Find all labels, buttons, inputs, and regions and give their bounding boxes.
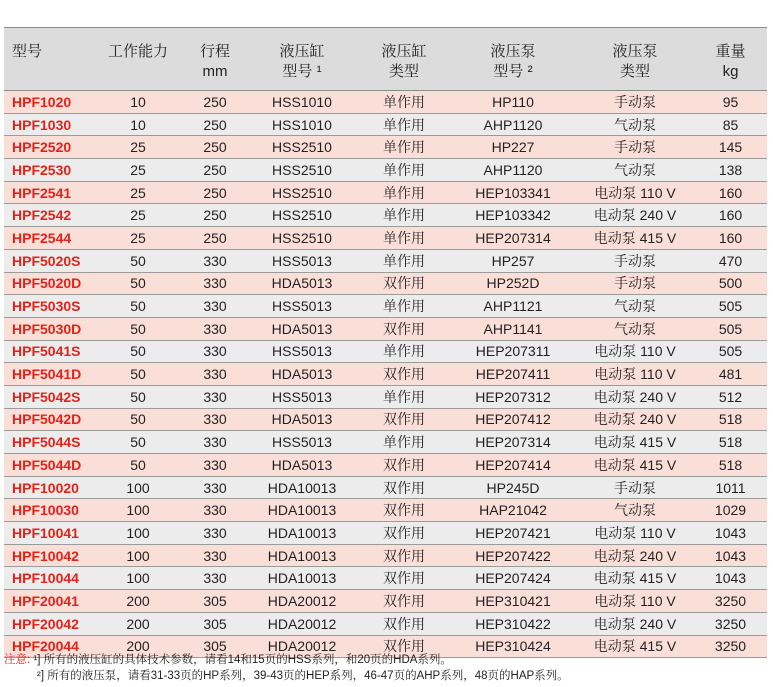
stroke-cell: 250 [184,113,246,136]
model-cell: HPF10044 [4,567,92,590]
table-row [4,476,767,499]
weight-cell: 505 [694,317,767,340]
pump-model-cell: HEP207422 [450,544,576,567]
model-cell: HPF20044 [4,635,92,658]
model-cell: HPF5041D [4,363,92,386]
stroke-cell: 330 [184,431,246,454]
cylinder-model-cell: HSS2510 [246,136,358,159]
model-cell: HPF20042 [4,612,92,635]
spec-table [4,27,767,658]
pump-model-cell: HEP207424 [450,567,576,590]
pump-model-cell: HEP207414 [450,454,576,477]
table-row [4,408,767,431]
footnote-line-1: 注意: ¹] 所有的液压缸的具体技术参数，请看14和15页的HSS系列，和20页的HDA系列。 [4,654,452,666]
capacity-cell: 50 [92,272,184,295]
model-cell: HPF2541 [4,181,92,204]
cylinder-type-cell: 单作用 [358,340,450,363]
table-row [4,431,767,454]
table-row [4,204,767,227]
weight-cell: 1029 [694,499,767,522]
table-header-row [4,28,767,91]
pump-model-cell: HEP310421 [450,590,576,613]
table-row [4,454,767,477]
cylinder-model-cell: HSS5013 [246,295,358,318]
model-cell: HPF5044S [4,431,92,454]
pump-model-cell: HP110 [450,91,576,114]
pump-type-cell: 手动泵 [576,272,694,295]
cylinder-type-cell: 单作用 [358,249,450,272]
pump-model-cell: HP245D [450,476,576,499]
pump-type-cell: 气动泵 [576,113,694,136]
footnote [4,652,569,684]
model-cell: HPF5020D [4,272,92,295]
cylinder-type-cell: 双作用 [358,635,450,658]
stroke-cell: 330 [184,544,246,567]
pump-model-cell: HEP103341 [450,181,576,204]
stroke-cell: 250 [184,227,246,250]
model-cell: HPF2544 [4,227,92,250]
cylinder-type-cell: 双作用 [358,499,450,522]
capacity-cell: 200 [92,590,184,613]
pump-type-cell: 电动泵 415 V [576,567,694,590]
pump-type-cell: 电动泵 415 V [576,431,694,454]
cylinder-model-cell: HDA20012 [246,635,358,658]
weight-cell: 138 [694,159,767,182]
capacity-cell: 50 [92,249,184,272]
pump-model-cell: HEP310424 [450,635,576,658]
weight-cell: 3250 [694,612,767,635]
weight-cell: 470 [694,249,767,272]
cylinder-model-cell: HDA5013 [246,272,358,295]
cylinder-model-cell: HDA5013 [246,408,358,431]
pump-type-cell: 电动泵 415 V [576,227,694,250]
weight-cell: 1011 [694,476,767,499]
pump-model-cell: AHP1120 [450,159,576,182]
cylinder-model-cell: HSS5013 [246,385,358,408]
table-row [4,181,767,204]
capacity-cell: 10 [92,91,184,114]
cylinder-type-cell: 双作用 [358,544,450,567]
cylinder-model-cell: HSS2510 [246,204,358,227]
model-cell: HPF2520 [4,136,92,159]
capacity-cell: 50 [92,317,184,340]
cylinder-model-cell: HSS2510 [246,159,358,182]
cylinder-type-cell: 双作用 [358,272,450,295]
table-row [4,385,767,408]
weight-cell: 505 [694,340,767,363]
cylinder-type-cell: 单作用 [358,159,450,182]
model-cell: HPF2530 [4,159,92,182]
model-cell: HPF2542 [4,204,92,227]
capacity-cell: 50 [92,340,184,363]
table-row [4,159,767,182]
table-row [4,113,767,136]
stroke-cell: 250 [184,136,246,159]
cylinder-model-cell: HDA10013 [246,499,358,522]
pump-type-cell: 电动泵 415 V [576,454,694,477]
pump-model-cell: HAP21042 [450,499,576,522]
cylinder-type-cell: 单作用 [358,204,450,227]
capacity-cell: 100 [92,476,184,499]
capacity-cell: 25 [92,227,184,250]
table-row [4,340,767,363]
capacity-cell: 25 [92,181,184,204]
stroke-cell: 330 [184,454,246,477]
cylinder-type-cell: 双作用 [358,363,450,386]
cylinder-type-cell: 单作用 [358,431,450,454]
model-cell: HPF10041 [4,522,92,545]
table-row [4,249,767,272]
stroke-cell: 330 [184,340,246,363]
model-cell: HPF5041S [4,340,92,363]
stroke-cell: 330 [184,476,246,499]
model-cell: HPF10020 [4,476,92,499]
table-row [4,590,767,613]
model-cell: HPF5042S [4,385,92,408]
pump-type-cell: 气动泵 [576,159,694,182]
pump-type-cell: 电动泵 110 V [576,522,694,545]
model-cell: HPF5030D [4,317,92,340]
weight-cell: 160 [694,181,767,204]
pump-model-cell: HP227 [450,136,576,159]
pump-model-cell: HEP103342 [450,204,576,227]
header-capacity: 工作能力 [92,28,184,91]
cylinder-model-cell: HDA20012 [246,612,358,635]
capacity-cell: 200 [92,612,184,635]
cylinder-model-cell: HDA5013 [246,454,358,477]
cylinder-model-cell: HSS1010 [246,91,358,114]
stroke-cell: 250 [184,159,246,182]
stroke-cell: 250 [184,181,246,204]
cylinder-model-cell: HDA5013 [246,317,358,340]
weight-cell: 3250 [694,590,767,613]
table-row [4,295,767,318]
pump-model-cell: HEP207314 [450,431,576,454]
table-row [4,522,767,545]
weight-cell: 95 [694,91,767,114]
table-row [4,499,767,522]
footnote-line-2: ²] 所有的液压泵，请看31-33页的HP系列，39-43页的HEP系列，46-47页的AHP系列，48页的HAP系列。 [37,670,569,682]
pump-type-cell: 电动泵 240 V [576,204,694,227]
cylinder-model-cell: HDA20012 [246,590,358,613]
weight-cell: 85 [694,113,767,136]
stroke-cell: 305 [184,612,246,635]
model-cell: HPF5030S [4,295,92,318]
cylinder-type-cell: 双作用 [358,454,450,477]
capacity-cell: 10 [92,113,184,136]
cylinder-model-cell: HSS5013 [246,340,358,363]
model-cell: HPF1020 [4,91,92,114]
weight-cell: 518 [694,431,767,454]
stroke-cell: 330 [184,272,246,295]
table-row [4,317,767,340]
stroke-cell: 330 [184,317,246,340]
table-row [4,567,767,590]
cylinder-type-cell: 单作用 [358,181,450,204]
pump-type-cell: 气动泵 [576,295,694,318]
cylinder-type-cell: 双作用 [358,408,450,431]
weight-cell: 512 [694,385,767,408]
cylinder-type-cell: 双作用 [358,317,450,340]
stroke-cell: 330 [184,408,246,431]
pump-model-cell: AHP1120 [450,113,576,136]
stroke-cell: 330 [184,385,246,408]
cylinder-type-cell: 双作用 [358,476,450,499]
header-cylinder-model: 液压缸 型号 ¹ [246,28,358,91]
pump-type-cell: 电动泵 240 V [576,544,694,567]
stroke-cell: 330 [184,522,246,545]
model-cell: HPF5044D [4,454,92,477]
weight-cell: 518 [694,408,767,431]
pump-model-cell: AHP1141 [450,317,576,340]
cylinder-type-cell: 双作用 [358,612,450,635]
cylinder-type-cell: 单作用 [358,136,450,159]
cylinder-model-cell: HDA10013 [246,522,358,545]
pump-type-cell: 手动泵 [576,476,694,499]
pump-type-cell: 电动泵 240 V [576,385,694,408]
pump-type-cell: 电动泵 110 V [576,363,694,386]
cylinder-model-cell: HSS5013 [246,431,358,454]
stroke-cell: 330 [184,295,246,318]
capacity-cell: 200 [92,635,184,658]
capacity-cell: 100 [92,522,184,545]
cylinder-type-cell: 双作用 [358,567,450,590]
pump-model-cell: HEP310422 [450,612,576,635]
pump-model-cell: AHP1121 [450,295,576,318]
pump-type-cell: 手动泵 [576,136,694,159]
capacity-cell: 50 [92,408,184,431]
cylinder-type-cell: 双作用 [358,522,450,545]
weight-cell: 500 [694,272,767,295]
table-row [4,363,767,386]
weight-cell: 505 [694,295,767,318]
capacity-cell: 25 [92,159,184,182]
stroke-cell: 330 [184,363,246,386]
stroke-cell: 250 [184,91,246,114]
header-pump-type: 液压泵 类型 [576,28,694,91]
stroke-cell: 250 [184,204,246,227]
pump-model-cell: HEP207314 [450,227,576,250]
pump-model-cell: HP257 [450,249,576,272]
pump-model-cell: HEP207312 [450,385,576,408]
cylinder-type-cell: 单作用 [358,91,450,114]
pump-type-cell: 气动泵 [576,317,694,340]
capacity-cell: 100 [92,544,184,567]
capacity-cell: 25 [92,204,184,227]
cylinder-model-cell: HSS1010 [246,113,358,136]
table-row [4,136,767,159]
model-cell: HPF5020S [4,249,92,272]
cylinder-model-cell: HSS2510 [246,181,358,204]
header-pump-model: 液压泵 型号 ² [450,28,576,91]
weight-cell: 1043 [694,522,767,545]
cylinder-model-cell: HDA5013 [246,363,358,386]
capacity-cell: 50 [92,454,184,477]
footnote-lead: 注意: [4,654,31,666]
weight-cell: 1043 [694,567,767,590]
model-cell: HPF1030 [4,113,92,136]
capacity-cell: 50 [92,431,184,454]
pump-type-cell: 电动泵 110 V [576,590,694,613]
cylinder-model-cell: HDA10013 [246,567,358,590]
model-cell: HPF10042 [4,544,92,567]
cylinder-type-cell: 单作用 [358,385,450,408]
capacity-cell: 50 [92,385,184,408]
weight-cell: 1043 [694,544,767,567]
header-model: 型号 [4,28,92,91]
pump-type-cell: 电动泵 110 V [576,340,694,363]
pump-model-cell: HEP207311 [450,340,576,363]
stroke-cell: 330 [184,499,246,522]
pump-type-cell: 电动泵 110 V [576,181,694,204]
pump-model-cell: HEP207411 [450,363,576,386]
weight-cell: 160 [694,204,767,227]
pump-type-cell: 电动泵 415 V [576,635,694,658]
stroke-cell: 330 [184,567,246,590]
weight-cell: 160 [694,227,767,250]
pump-type-cell: 电动泵 240 V [576,612,694,635]
stroke-cell: 305 [184,590,246,613]
spec-table-container [4,27,767,658]
capacity-cell: 25 [92,136,184,159]
table-body [4,91,767,658]
weight-cell: 481 [694,363,767,386]
table-row [4,612,767,635]
table-row [4,272,767,295]
table-row [4,91,767,114]
cylinder-type-cell: 单作用 [358,295,450,318]
header-weight: 重量 kg [694,28,767,91]
stroke-cell: 330 [184,249,246,272]
pump-type-cell: 手动泵 [576,91,694,114]
cylinder-type-cell: 单作用 [358,227,450,250]
cylinder-model-cell: HDA10013 [246,544,358,567]
cylinder-model-cell: HSS5013 [246,249,358,272]
stroke-cell: 305 [184,635,246,658]
capacity-cell: 100 [92,499,184,522]
pump-model-cell: HEP207421 [450,522,576,545]
capacity-cell: 100 [92,567,184,590]
pump-model-cell: HP252D [450,272,576,295]
table-row [4,227,767,250]
pump-type-cell: 手动泵 [576,249,694,272]
cylinder-model-cell: HSS2510 [246,227,358,250]
model-cell: HPF5042D [4,408,92,431]
pump-type-cell: 气动泵 [576,499,694,522]
model-cell: HPF10030 [4,499,92,522]
cylinder-type-cell: 单作用 [358,113,450,136]
cylinder-model-cell: HDA10013 [246,476,358,499]
cylinder-type-cell: 双作用 [358,590,450,613]
header-cylinder-type: 液压缸 类型 [358,28,450,91]
pump-type-cell: 电动泵 240 V [576,408,694,431]
weight-cell: 518 [694,454,767,477]
pump-model-cell: HEP207412 [450,408,576,431]
model-cell: HPF20041 [4,590,92,613]
capacity-cell: 50 [92,363,184,386]
header-stroke: 行程 mm [184,28,246,91]
weight-cell: 145 [694,136,767,159]
weight-cell: 3250 [694,635,767,658]
table-row [4,544,767,567]
capacity-cell: 50 [92,295,184,318]
